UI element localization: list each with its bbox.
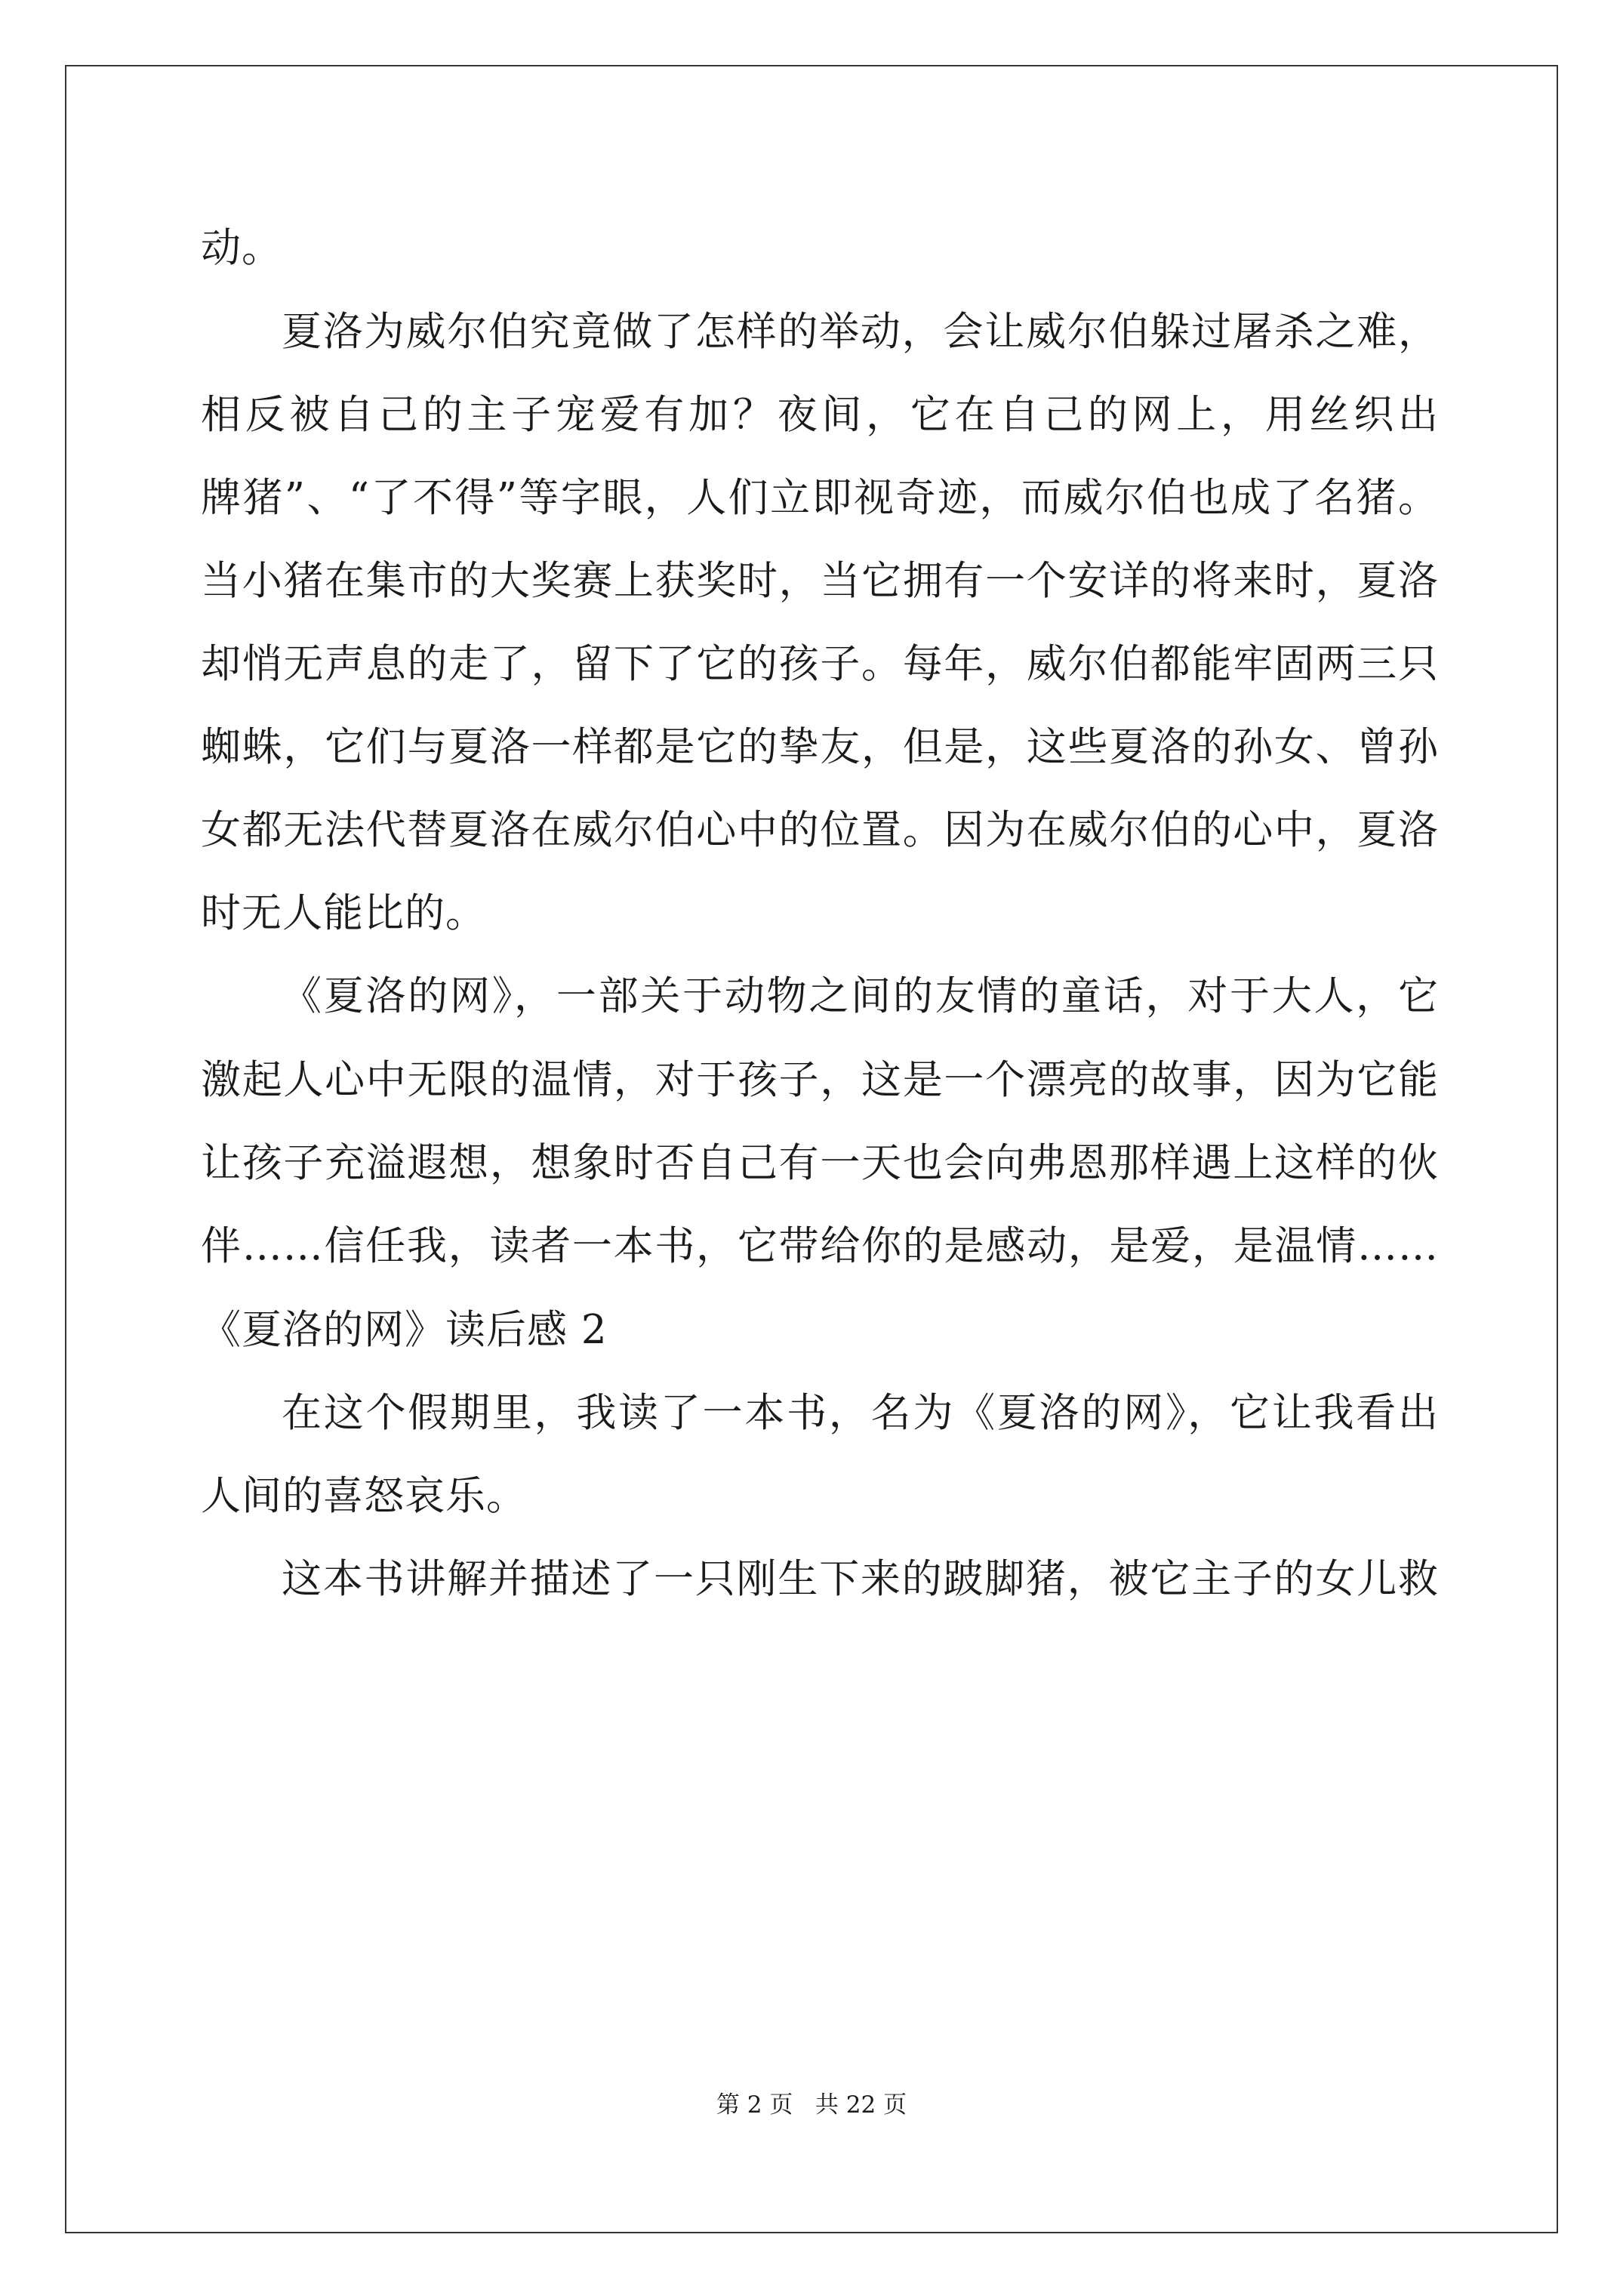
page-footer — [0, 2090, 1623, 2120]
paragraph-line: 女都无法代替夏洛在威尔伯心中的位置。因为在威尔伯的心中，夏洛 — [201, 807, 1439, 853]
paragraph-line: 却悄无声息的走了，留下了它的孩子。每年，威尔伯都能牢固两三只 — [201, 641, 1439, 687]
paragraph-line: 激起人心中无限的温情，对于孩子，这是一个漂亮的故事，因为它能 — [201, 1057, 1439, 1103]
page-number: 第 2 页 — [716, 2091, 793, 2119]
paragraph-line: 时无人能比的。 — [201, 890, 486, 936]
paragraph-line: 动。 — [201, 225, 282, 271]
paragraph-line: 《夏洛的网》，一部关于动物之间的友情的童话，对于大人，它 — [282, 973, 1439, 1019]
paragraph-line: 牌猪”、“了不得”等字眼，人们立即视奇迹，而威尔伯也成了名猪。 — [201, 475, 1439, 521]
paragraph-line: 伴……信任我，读者一本书，它带给你的是感动，是爱，是温情…… — [201, 1223, 1439, 1269]
paragraph-line: 这本书讲解并描述了一只刚生下来的跛脚猪，被它主子的女儿救 — [282, 1556, 1439, 1602]
paragraph-line: 蜘蛛，它们与夏洛一样都是它的挚友，但是，这些夏洛的孙女、曾孙 — [201, 724, 1439, 770]
paragraph-line: 当小猪在集市的大奖赛上获奖时，当它拥有一个安详的将来时，夏洛 — [201, 558, 1439, 604]
paragraph-line: 夏洛为威尔伯究竟做了怎样的举动，会让威尔伯躲过屠杀之难， — [282, 309, 1439, 355]
paragraph-line: 人间的喜怒哀乐。 — [201, 1473, 527, 1519]
footer-spacer — [793, 2091, 815, 2119]
paragraph-line: 在这个假期里，我读了一本书，名为《夏洛的网》，它让我看出 — [282, 1390, 1439, 1436]
section-heading: 《夏洛的网》读后感 2 — [201, 1307, 608, 1353]
paragraph-line: 相反被自己的主子宠爱有加？夜间，它在自己的网上，用丝织出 — [201, 392, 1439, 438]
paragraph-line: 让孩子充溢遐想，想象时否自己有一天也会向弗恩那样遇上这样的伙 — [201, 1140, 1439, 1186]
page-total: 共 22 页 — [815, 2091, 907, 2119]
